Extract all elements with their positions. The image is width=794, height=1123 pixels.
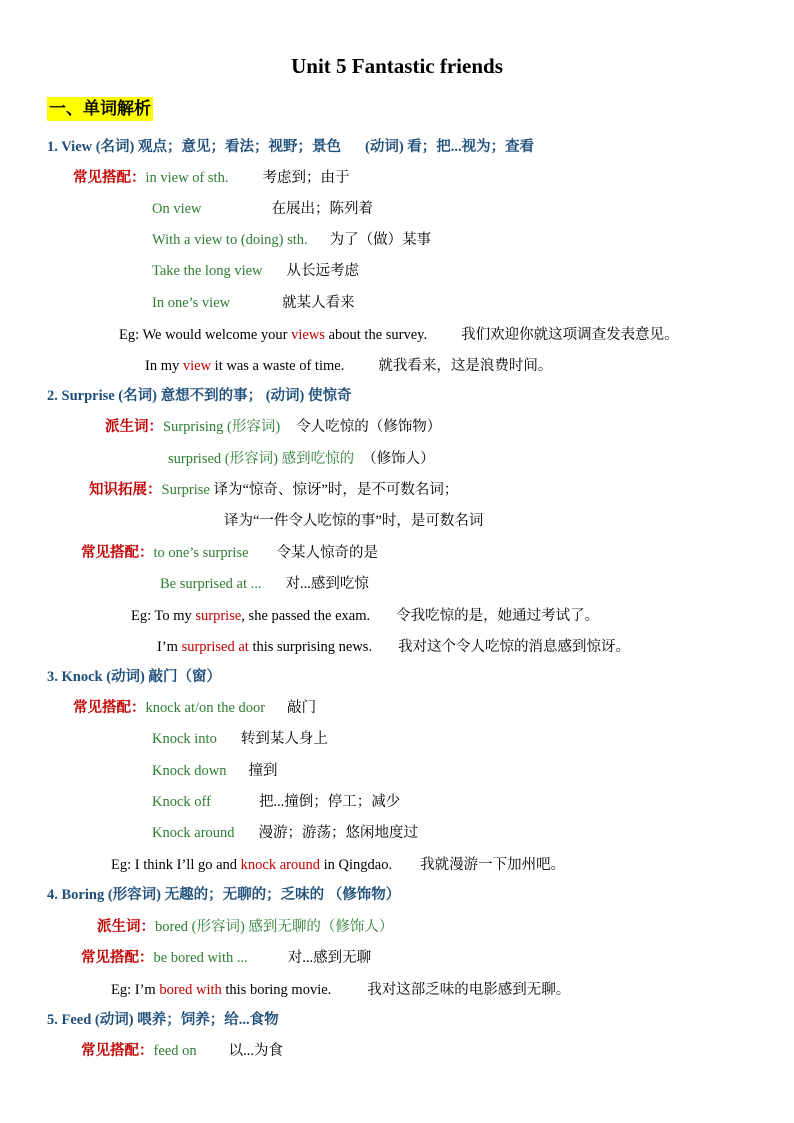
collocation-row [152,729,328,749]
collocation-en: Knock down [152,763,227,779]
example-text: , she passed the exam. [241,608,371,624]
example-text: Eg: To my [131,608,192,624]
example-text: Eg: We would welcome your [119,327,288,343]
collocation-row [152,761,278,781]
collocation-cn: 撞到 [248,763,278,779]
collocation-en: be bored with ... [153,950,248,966]
example-keyword: surprise [195,608,242,624]
example-text: in Qingdao. [323,857,393,873]
entry-heading-verb: (动词) 看；把...视为；查看 [365,139,535,155]
collocation-cn: 对...感到吃惊 [285,576,369,592]
knowledge-cn: 译为“一件令人吃惊的事”时，是可数名词 [224,513,484,529]
derivative-en: bored (形容词) 感到无聊的（修饰人） [155,919,394,935]
collocation-cn: 转到某人身上 [240,731,328,747]
example-translation: 我对这个令人吃惊的消息感到惊讶。 [398,639,631,655]
derivative-cn: （修饰人） [362,451,435,467]
collocation-row [81,1041,283,1061]
knowledge-cn: 译为“惊奇、惊讶”时，是不可数名词； [213,482,459,498]
collocation-label: 常见搭配： [73,700,146,716]
knowledge-row [89,480,458,500]
example-translation: 我对这部乏味的电影感到无聊。 [367,982,571,998]
derivative-en: surprised (形容词) 感到吃惊的 [168,451,355,467]
derivative-row [105,417,441,437]
collocation-cn: 把...撞倒；停工；减少 [258,794,401,810]
collocation-cn: 敲门 [287,700,317,716]
example-sentence [111,980,570,1000]
knowledge-label: 知识拓展： [89,482,162,498]
collocation-en: Knock into [152,731,217,747]
collocation-cn: 在展出；陈列着 [271,201,374,217]
collocation-en: knock at/on the door [145,700,266,716]
collocation-en: With a view to (doing) sth. [152,232,308,248]
collocation-en: Knock around [152,825,235,841]
derivative-en: Surprising (形容词) [163,419,281,435]
derivative-label: 派生词： [105,419,163,435]
collocation-en: Take the long view [152,263,263,279]
example-translation: 我就漫游一下加州吧。 [420,857,566,873]
collocation-row [152,823,418,843]
example-keyword: bored with [159,982,222,998]
collocation-label: 常见搭配： [81,545,154,561]
example-text: this boring movie. [225,982,332,998]
collocation-cn: 为了（做）某事 [329,232,432,248]
entry-heading: 1. View (名词) 观点；意见；看法；视野；景色 [47,139,342,155]
derivative-label: 派生词： [97,919,155,935]
example-translation: 令我吃惊的是，她通过考试了。 [396,608,600,624]
collocation-cn: 以...为食 [228,1043,283,1059]
example-keyword: view [182,358,212,374]
example-text: it was a waste of time. [214,358,345,374]
derivative-row [97,917,393,937]
collocation-cn: 从长远考虑 [286,263,360,279]
entry-heading-feed: 5. Feed (动词) 喂养；饲养；给...食物 [47,1012,279,1028]
collocation-label: 常见搭配： [81,950,154,966]
collocation-cn: 令某人惊奇的是 [276,545,379,561]
example-translation: 我们欢迎你就这项调查发表意见。 [461,327,679,343]
example-sentence [131,606,599,626]
collocation-row [81,543,378,563]
collocation-en: to one’s surprise [153,545,249,561]
example-sentence [111,855,565,875]
collocation-row [152,261,359,281]
example-translation: 就我看来，这是浪费时间。 [378,358,553,374]
example-text: In my [145,358,180,374]
collocation-en: On view [152,201,202,217]
entry-heading-surprise: 2. Surprise (名词) 意想不到的事； (动词) 使惊奇 [47,388,352,404]
collocation-row [160,574,369,594]
collocation-cn: 就某人看来 [282,295,355,311]
collocation-row [73,698,316,718]
example-text: Eg: I think I’ll go and [111,857,238,873]
page-title: Unit 5 Fantastic friends [291,54,503,78]
knowledge-en: Surprise [161,482,210,498]
collocation-en: Knock off [152,794,211,810]
entry-heading-boring: 4. Boring (形容词) 无趣的；无聊的；乏味的 （修饰物） [47,887,401,903]
example-text: Eg: I’m [111,982,156,998]
collocation-row [81,948,371,968]
example-keyword: knock around [240,857,320,873]
example-text: this surprising news. [252,639,373,655]
example-sentence [145,356,552,376]
collocation-row [152,792,400,812]
collocation-cn: 对...感到无聊 [287,950,372,966]
entry-heading-knock: 3. Knock (动词) 敲门（窗） [47,669,221,685]
collocation-row [152,230,431,250]
derivative-cn: 令人吃惊的（修饰物） [296,419,442,435]
example-text: about the survey. [328,327,428,343]
collocation-row [73,168,349,188]
example-keyword: views [291,327,325,343]
collocation-label: 常见搭配： [73,170,146,186]
example-sentence [157,637,630,657]
collocation-row [152,293,355,313]
example-text: I’m [157,639,178,655]
section-heading: 一、单词解析 [47,97,153,121]
collocation-en: in view of sth. [145,170,229,186]
collocation-cn: 考虑到；由于 [262,170,350,186]
collocation-en: In one’s view [152,295,231,311]
entry-heading-view [47,137,534,157]
collocation-row [152,199,373,219]
derivative-row [168,449,435,469]
collocation-label: 常见搭配： [81,1043,154,1059]
collocation-en: feed on [153,1043,197,1059]
collocation-en: Be surprised at ... [160,576,262,592]
example-sentence [119,325,679,345]
collocation-cn: 漫游；游荡；悠闲地度过 [258,825,419,841]
example-keyword: surprised at [181,639,249,655]
